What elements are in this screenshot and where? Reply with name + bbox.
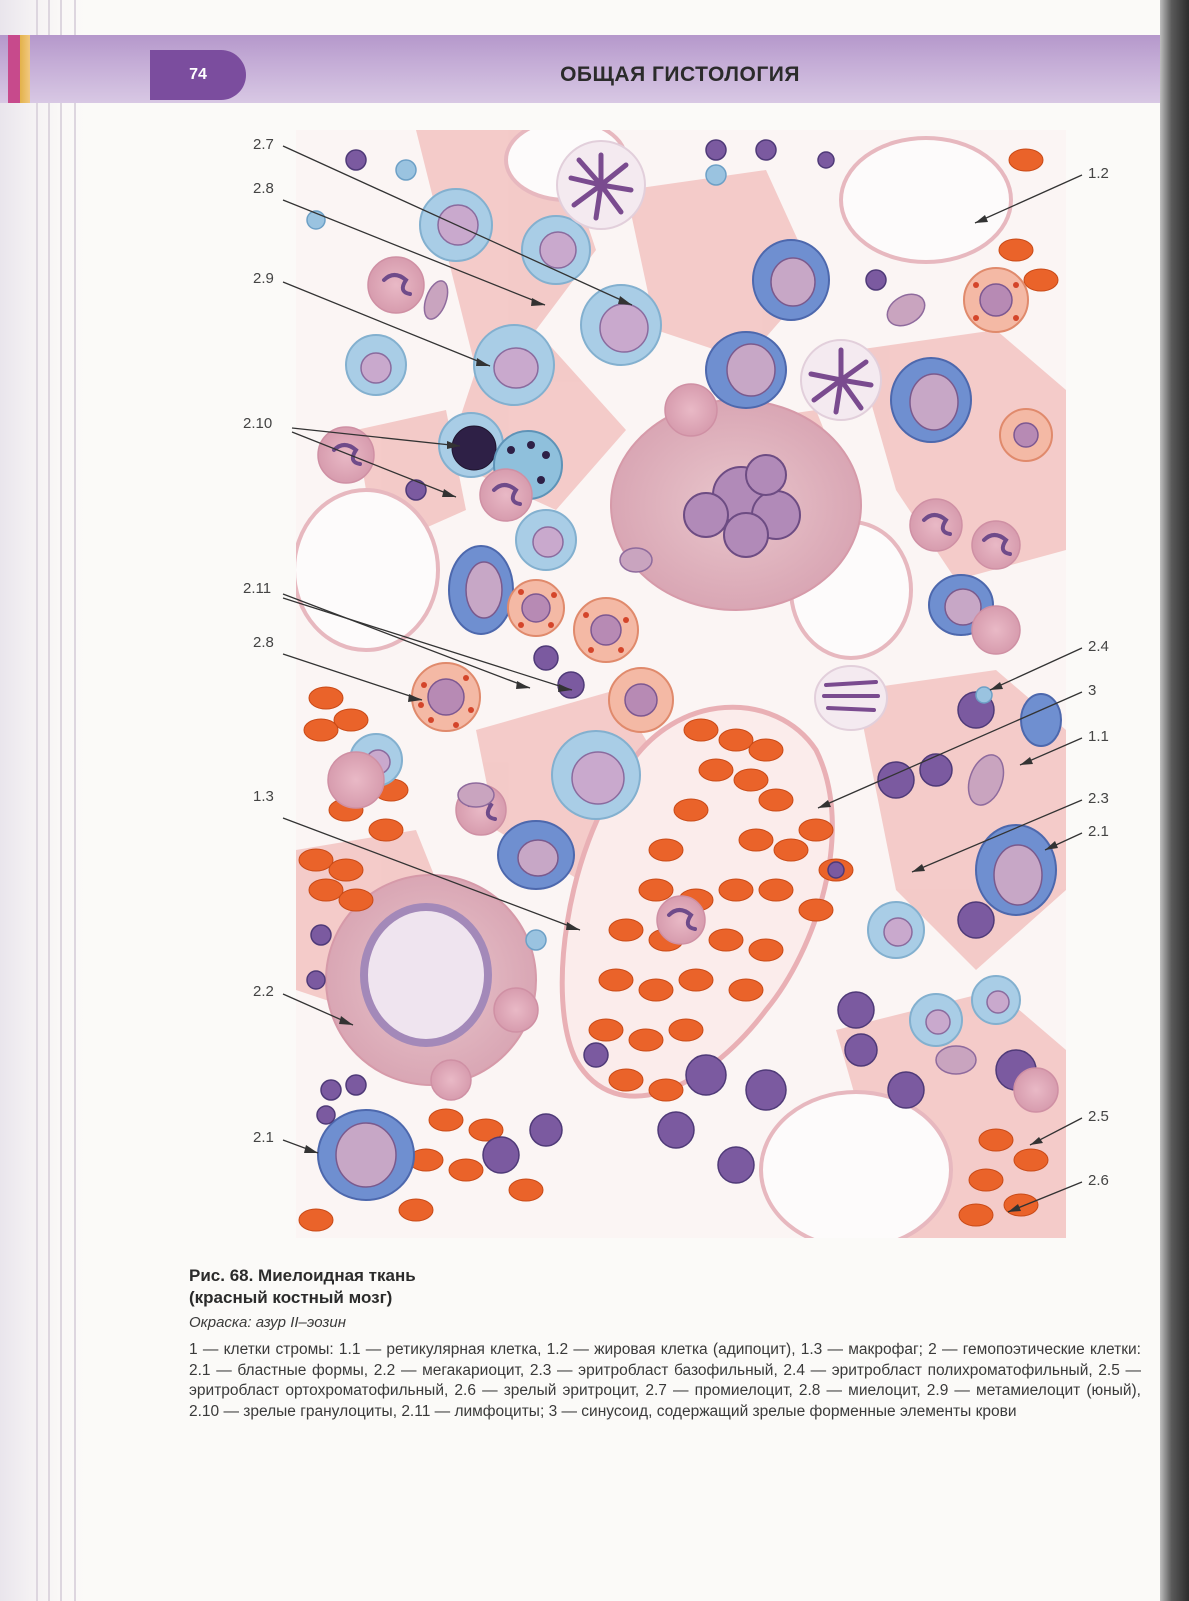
label-2-4: 2.4 [1088, 638, 1109, 655]
label-1-2: 1.2 [1088, 165, 1109, 182]
label-2-2: 2.2 [253, 983, 274, 1000]
label-3: 3 [1088, 682, 1097, 699]
label-2-5: 2.5 [1088, 1108, 1109, 1125]
label-2-6: 2.6 [1088, 1172, 1109, 1189]
label-2-3: 2.3 [1088, 790, 1109, 807]
page-gutter-shadow [1160, 0, 1189, 1601]
label-2-7: 2.7 [253, 136, 274, 153]
page-edge-stack [0, 0, 92, 1601]
running-title: ОБЩАЯ ГИСТОЛОГИЯ [560, 63, 800, 86]
header-accent-stripe [8, 35, 20, 103]
label-2-1-right: 2.1 [1088, 823, 1109, 840]
page-number: 74 [150, 50, 246, 100]
figure-caption-title [189, 1265, 689, 1309]
caption-title-line1: Рис. 68. Миелоидная ткань [189, 1266, 416, 1285]
histology-illustration [296, 130, 1066, 1238]
label-2-8: 2.8 [253, 180, 274, 197]
caption-stain: Окраска: азур II–эозин [189, 1314, 346, 1331]
label-2-8-lower: 2.8 [253, 634, 274, 651]
header-accent-stripe-gold [20, 35, 30, 103]
label-1-1: 1.1 [1088, 728, 1109, 745]
label-2-9: 2.9 [253, 270, 274, 287]
label-1-3: 1.3 [253, 788, 274, 805]
label-2-10: 2.10 [243, 415, 273, 432]
label-2-11: 2.11 [243, 580, 272, 597]
label-2-1-left: 2.1 [253, 1129, 274, 1146]
caption-legend: 1 — клетки стромы: 1.1 — ретикулярная клетка, 1.2 — жировая клетка (адипоцит), 1.3 — макрофаг; 2 — гемопоэтические клетки: 2.1 — бластные формы, 2.2 — мегакариоцит, 2.3 — эритробласт базофильный, 2.4 — эритробласт полихроматофильный, 2.5 — эритробласт ортохроматофильный, 2.6 — зрелый эритроцит, 2.7 — промиелоцит, 2.8 — миелоцит, 2.9 — метамиелоцит (юный), 2.10 — зрелые гранулоциты, 2.11 — лимфоциты; 3 — синусоид, содержащий зрелые форменные элементы крови [189, 1341, 1141, 1420]
caption-title-line2: (красный костный мозг) [189, 1288, 393, 1307]
